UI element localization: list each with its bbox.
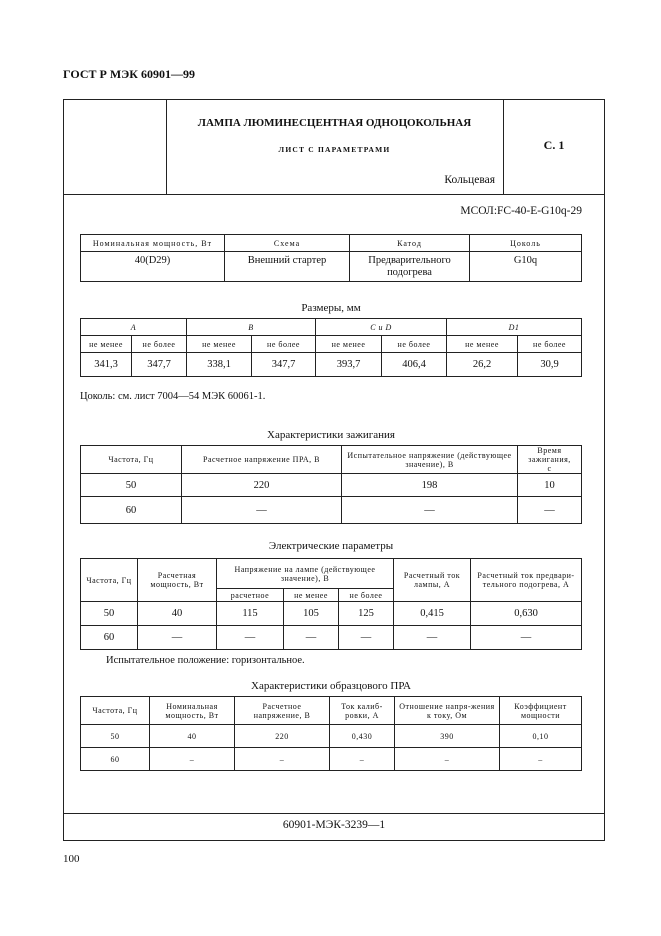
el-header-current: Расчетный ток лампы, А [394,559,471,602]
footer-divider [63,813,605,814]
el-cell: 115 [217,602,284,626]
ign-cell: — [342,497,518,524]
ref-cell: – [235,748,330,771]
lamp-title: ЛАМПА ЛЮМИНЕСЦЕНТНАЯ ОДНОЦОКОЛЬНАЯ [197,117,472,129]
ignition-table [80,445,582,524]
ref-cell: – [395,748,500,771]
dim-value: 347,7 [132,353,187,377]
ign-cell: 220 [182,474,342,497]
dim-value: 347,7 [252,353,316,377]
ign-header-freq: Частота, Гц [81,446,182,474]
el-header-preheat: Расчетный ток предвари-тельного подогрева, А [471,559,582,602]
dim-value: 30,9 [518,353,582,377]
el-cell: — [471,626,582,650]
electrical-title: Электрические параметры [268,540,394,552]
dim-sub-min: не менее [81,336,132,353]
dim-sub-max: не более [252,336,316,353]
ref-header-freq: Частота, Гц [81,697,150,725]
test-position-note: Испытательное положение: горизонтальное. [106,655,305,666]
ref-header-calibration: Ток калиб-ровки, А [330,697,395,725]
lamp-subtitle: ЛИСТ С ПАРАМЕТРАМИ [278,145,391,154]
el-cell: — [217,626,284,650]
el-cell: 0,415 [394,602,471,626]
ign-cell: 198 [342,474,518,497]
general-header-scheme: Схема [225,235,350,252]
ref-cell: – [150,748,235,771]
general-cell-scheme: Внешний стартер [225,252,350,282]
page-number: 100 [63,853,80,865]
dim-group-a: A [81,319,187,336]
electrical-table [80,558,582,650]
el-header-v-min: не менее [284,589,339,602]
lamp-shape: Кольцевая [444,174,495,186]
ref-cell: – [500,748,582,771]
dim-sub-max: не более [132,336,187,353]
el-cell: 60 [81,626,138,650]
reference-title: Характеристики образцового ПРА [251,680,411,692]
ign-cell: — [518,497,582,524]
el-cell: 0,630 [471,602,582,626]
dim-sub-min: не менее [316,336,382,353]
ref-cell: 0,430 [330,725,395,748]
el-header-v-nom: расчетное [217,589,284,602]
ref-header-voltage: Расчетное напряжение, В [235,697,330,725]
ref-cell: 60 [81,748,150,771]
title-block-divider [63,194,605,195]
dim-value: 338,1 [187,353,252,377]
ref-cell: – [330,748,395,771]
dim-value: 393,7 [316,353,382,377]
dim-sub-max: не более [518,336,582,353]
dimensions-table [80,318,582,377]
sheet-code: 60901-МЭК-3239—1 [282,819,386,831]
document-code: ГОСТ Р МЭК 60901—99 [63,67,195,81]
dim-sub-min: не менее [447,336,518,353]
el-cell: — [339,626,394,650]
el-cell: 105 [284,602,339,626]
dim-group-d1: D1 [447,319,582,336]
el-cell: 125 [339,602,394,626]
ref-cell: 50 [81,725,150,748]
general-header-cathode: Катод [350,235,470,252]
general-header-cap: Цоколь [470,235,582,252]
dim-group-b: B [187,319,316,336]
el-header-power: Расчетная мощность, Вт [138,559,217,602]
ref-cell: 390 [395,725,500,748]
el-cell: — [394,626,471,650]
ignition-title: Характеристики зажигания [267,429,395,441]
ref-header-factor: Коэффициент мощности [500,697,582,725]
ref-cell: 40 [150,725,235,748]
ign-cell: — [182,497,342,524]
el-header-voltage: Напряжение на лампе (действующее значение), В [217,559,394,589]
el-header-v-max: не более [339,589,394,602]
ign-cell: 60 [81,497,182,524]
el-cell: — [138,626,217,650]
el-header-freq: Частота, Гц [81,559,138,602]
ign-header-voltage: Расчетное напряжение ПРА, В [182,446,342,474]
dim-sub-min: не менее [187,336,252,353]
general-cell-power: 40(D29) [81,252,225,282]
dim-group-cd: C и D [316,319,447,336]
dim-value: 406,4 [382,353,447,377]
el-cell: 50 [81,602,138,626]
dimensions-title: Размеры, мм [301,302,361,314]
ref-cell: 220 [235,725,330,748]
sheet-label: С. 1 [543,138,565,152]
general-table [80,234,582,282]
ign-cell: 10 [518,474,582,497]
ign-header-time: Время зажигания, с [518,446,582,474]
cap-note: Цоколь: см. лист 7004—54 МЭК 60061-1. [80,391,266,402]
general-cell-cap: G10q [470,252,582,282]
el-cell: — [284,626,339,650]
dim-value: 26,2 [447,353,518,377]
general-header-power: Номинальная мощность, Вт [81,235,225,252]
ref-cell: 0,10 [500,725,582,748]
ign-cell: 50 [81,474,182,497]
dim-value: 341,3 [81,353,132,377]
ref-header-ratio: Отношение напря-жения к току, Ом [395,697,500,725]
el-cell: 40 [138,602,217,626]
lamp-designation: МСОЛ:FC-40-E-G10q-29 [460,205,582,217]
dim-sub-max: не более [382,336,447,353]
reference-table [80,696,582,771]
general-cell-cathode: Предварительного подогрева [350,252,470,282]
ign-header-test-voltage: Испытательное напряжение (действующее значение), В [342,446,518,474]
ref-header-power: Номинальная мощность, Вт [150,697,235,725]
